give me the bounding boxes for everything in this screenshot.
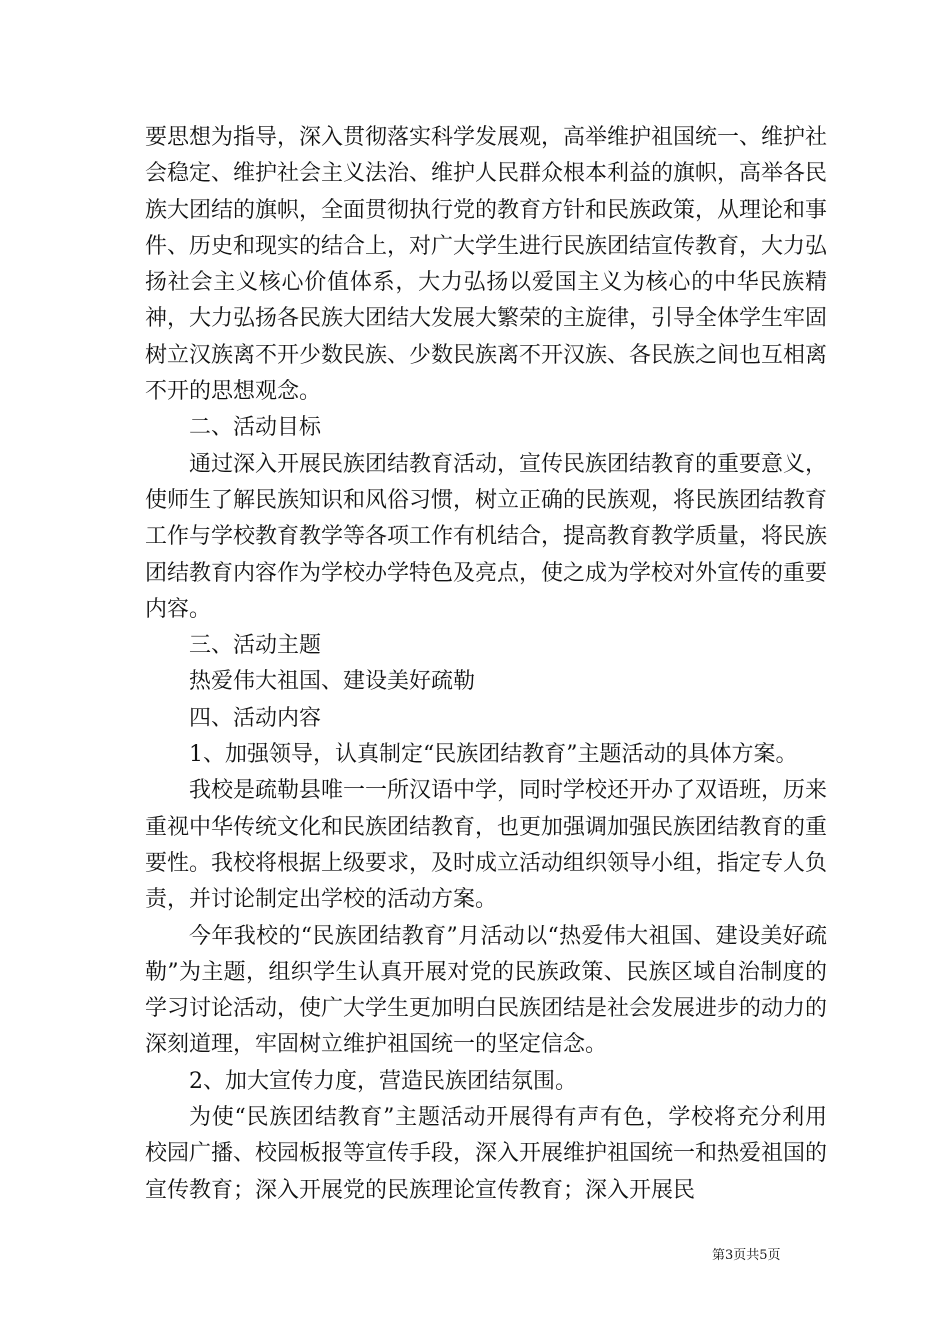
document-body <box>145 120 827 1209</box>
page-number: 第3页共5页 <box>712 1248 781 1263</box>
section-heading-activity-content: 四、活动内容 <box>189 705 322 731</box>
paragraph-activity-month: 今年我校的“民族团结教育”月活动以“热爱伟大祖国、建设美好疏勒”为主题，组织学生认真开展对党的民族政策、民族区域自治制度的学习讨论活动，使广大学生更加明白民族团结是社会发展进步的动力的深刻道理，牢固树立维护祖国统一的坚定信念。 <box>145 923 828 1058</box>
paragraph-activity-theme: 热爱伟大祖国、建设美好疏勒 <box>189 669 476 695</box>
paragraph-activity-goals: 通过深入开展民族团结教育活动，宣传民族团结教育的重要意义，使师生了解民族知识和风俗习惯，树立正确的民族观，将民族团结教育工作与学校教育教学等各项工作有机结合，提高教育教学质量，将民族团结教育内容作为学校办学特色及亮点，使之成为学校对外宣传的重要内容。 <box>145 451 828 622</box>
subheading-strengthen-leadership: 1、加强领导，认真制定“民族团结教育”主题活动的具体方案。 <box>189 742 798 768</box>
paragraph-publicity: 为使“民族团结教育”主题活动开展得有声有色，学校将充分利用校园广播、校园板报等宣传手段，深入开展维护祖国统一和热爱祖国的宣传教育；深入开展党的民族理论宣传教育；深入开展民 <box>145 1105 828 1203</box>
subheading-publicity: 2、加大宣传力度，营造民族团结氛围。 <box>189 1068 577 1094</box>
section-heading-activity-goals: 二、活动目标 <box>189 415 322 441</box>
section-heading-activity-theme: 三、活动主题 <box>189 633 322 659</box>
paragraph-intro-continued: 要思想为指导，深入贯彻落实科学发展观，高举维护祖国统一、维护社会稳定、维护社会主义法治、维护人民群众根本利益的旗帜，高举各民族大团结的旗帜，全面贯彻执行党的教育方针和民族政策，从理论和事件、历史和现实的结合上，对广大学生进行民族团结宣传教育，大力弘扬社会主义核心价值体系，大力弘扬以爱国主义为核心的中华民族精神，大力弘扬各民族大团结大发展大繁荣的主旋律，引导全体学生牢固树立汉族离不开少数民族、少数民族离不开汉族、各民族之间也互相离不开的思想观念。 <box>145 125 828 405</box>
paragraph-school-background: 我校是疏勒县唯一一所汉语中学，同时学校还开办了双语班，历来重视中华传统文化和民族团结教育，也更加强调加强民族团结教育的重要性。我校将根据上级要求，及时成立活动组织领导小组，指定专人负责，并讨论制定出学校的活动方案。 <box>145 778 828 913</box>
